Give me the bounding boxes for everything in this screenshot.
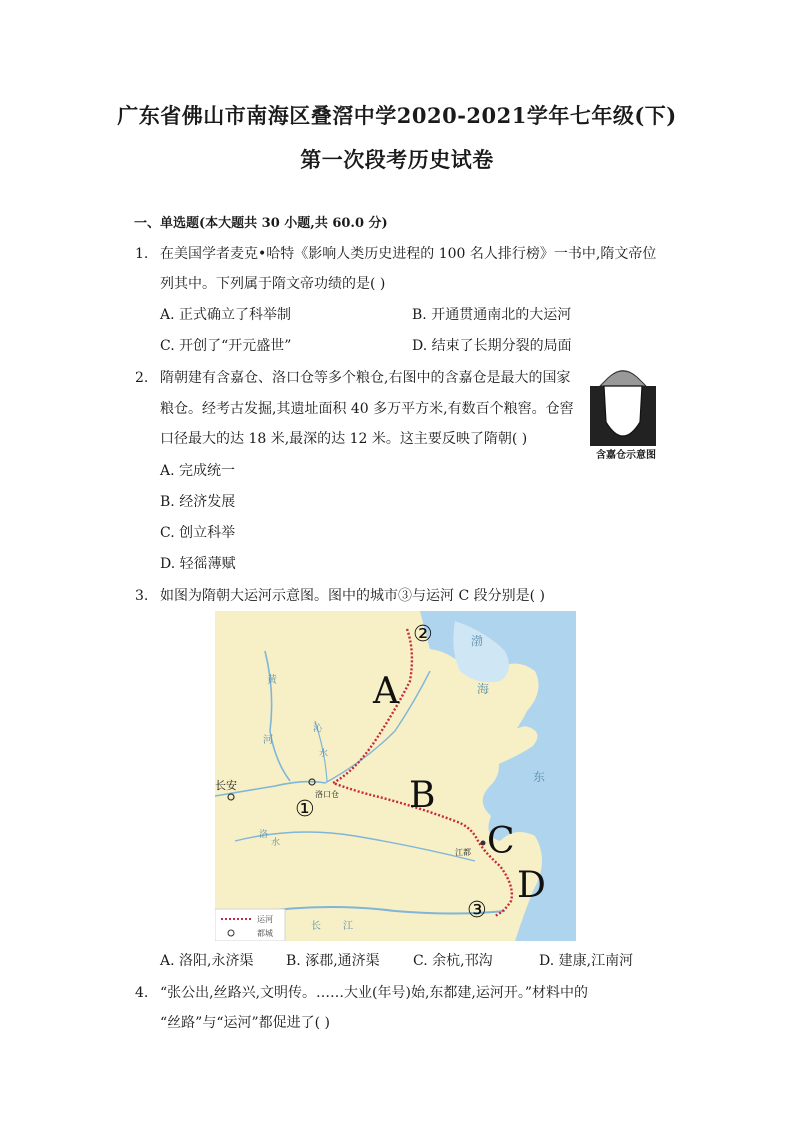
segment-label-d: D	[517, 865, 546, 906]
question-1-option-d: D. 结束了长期分裂的局面	[412, 338, 572, 354]
segment-label-a: A	[373, 671, 399, 712]
question-3-option-d: D. 建康,江南河	[539, 953, 634, 969]
question-4-number: 4.	[135, 985, 149, 1001]
question-1-option-a: A. 正式确立了科举制	[160, 307, 292, 323]
exam-title-line1: 广东省佛山市南海区叠滘中学2020-2021学年七年级(下)	[117, 103, 677, 128]
map-legend	[215, 909, 285, 941]
granary-caption: 含嘉仓示意图	[596, 450, 656, 461]
question-4-text-line1: “张公出,丝路兴,文明传。……大业(年号)始,东都建,运河开。”材料中的	[160, 985, 589, 1001]
question-3-option-c: C. 余杭,邗沟	[413, 953, 493, 969]
place-label-changan: 长安	[215, 779, 237, 792]
question-2-option-d: D. 轻徭薄赋	[160, 556, 236, 572]
city-marker-1: ①	[295, 797, 315, 822]
river-label-he: 河	[263, 735, 273, 746]
question-3-text-line1: 如图为隋朝大运河示意图。图中的城市③与运河 C 段分别是( )	[160, 588, 545, 604]
river-label-luoshui: 水	[271, 838, 281, 848]
question-1-option-b: B. 开通贯通南北的大运河	[412, 307, 572, 323]
sui-grand-canal-map	[215, 611, 576, 941]
question-3-number: 3.	[135, 588, 149, 604]
city-marker-2: ②	[413, 622, 433, 647]
river-label-huang: 黄	[267, 675, 277, 686]
question-2-option-c: C. 创立科举	[160, 525, 236, 541]
question-2-text-line3: 口径最大的达 18 米,最深的达 12 米。这主要反映了隋朝( )	[160, 431, 528, 447]
question-2-text-line1: 隋朝建有含嘉仓、洛口仓等多个粮仓,右图中的含嘉仓是最大的国家	[160, 370, 571, 386]
question-1-number: 1.	[135, 246, 149, 262]
legend-canal: 运河	[257, 915, 273, 924]
question-2-text-line2: 粮仓。经考古发掘,其遗址面积 40 多万平方米,有数百个粮窖。仓窖	[160, 401, 574, 417]
exam-title-line2: 第一次段考历史试卷	[300, 147, 494, 172]
question-2-option-b: B. 经济发展	[160, 494, 236, 510]
question-3-option-a: A. 洛阳,永济渠	[160, 953, 254, 969]
question-1-text-line2: 列其中。下列属于隋文帝功绩的是( )	[160, 276, 386, 292]
river-label-shui: 水	[319, 749, 329, 759]
river-label-chang: 长	[311, 921, 321, 932]
question-2-option-a: A. 完成统一	[160, 463, 236, 479]
sea-label-dong: 东	[533, 770, 546, 784]
segment-label-c: C	[487, 821, 515, 862]
question-3-option-b: B. 涿郡,通济渠	[286, 953, 380, 969]
city-marker-3: ③	[467, 898, 487, 923]
question-1-text-line1: 在美国学者麦克•哈特《影响人类历史进程的 100 名人排行榜》一书中,隋文帝位	[160, 246, 657, 262]
river-label-jiang: 江	[343, 921, 353, 932]
river-label-luo: 洛	[259, 830, 269, 840]
place-label-jiangdu: 江都	[455, 848, 471, 857]
segment-label-b: B	[409, 775, 436, 816]
jiangdu-marker	[481, 841, 486, 846]
sea-label-hai: 海	[477, 682, 490, 696]
section-heading: 一、单选题(本大题共 30 小题,共 60.0 分)	[134, 216, 388, 231]
legend-capital: 都城	[257, 929, 273, 938]
question-4-text-line2: “丝路”与“运河”都促进了( )	[160, 1015, 331, 1031]
sea-label-bo: 渤	[471, 634, 484, 648]
river-label-qin: 沁	[313, 724, 323, 734]
place-label-luokoucang: 洛口仓	[315, 790, 339, 799]
question-2-number: 2.	[135, 370, 149, 386]
question-1-option-c: C. 开创了“开元盛世”	[160, 338, 292, 354]
